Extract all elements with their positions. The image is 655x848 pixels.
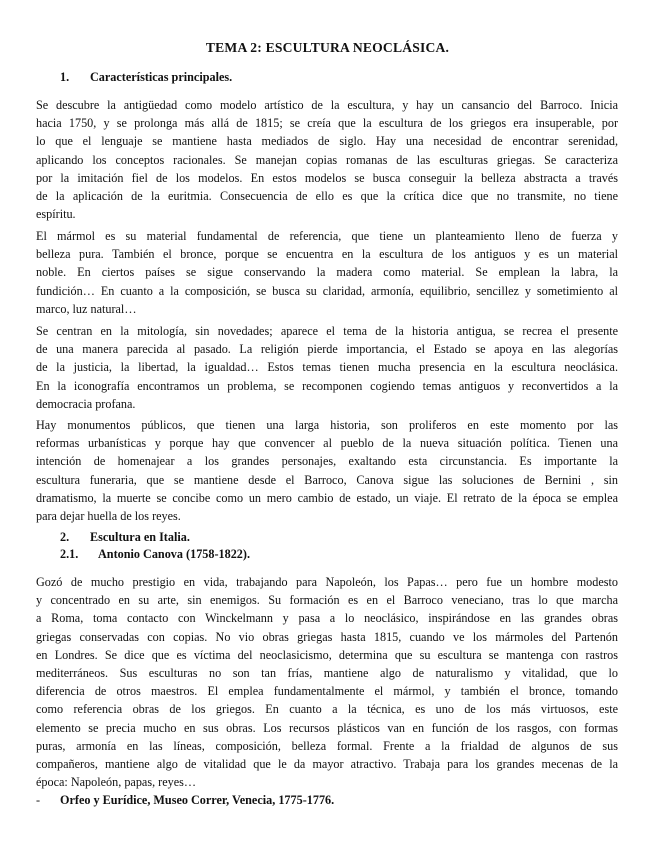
paragraph-materials [36, 227, 618, 318]
paragraph-line: El mármol es su material fundamental de referencia, que tiene un planteamiento lleno de fuerza y [36, 229, 618, 243]
paragraph-line: por la imitación fiel de los modelos. En estos modelos se busca conseguir la belleza abstracta a través [36, 170, 618, 185]
paragraph-line: marco, luz natural… [36, 301, 137, 316]
paragraph-monuments [36, 416, 618, 525]
paragraph-line: a Roma, toma contacto con Winckelmann y pasa a lo neoclásico, inspirándose en las grandes obras [36, 611, 618, 626]
paragraph-line: fundición… En cuanto a la composición, se busca su claridad, armonía, equilibrio, sencillez y sometimiento al [36, 283, 618, 298]
paragraph-themes [36, 322, 618, 413]
section-title: Antonio Canova (1758-1822). [98, 547, 251, 561]
paragraph-line: espíritu. [36, 207, 76, 222]
paragraph-intro [36, 96, 618, 223]
paragraph-line: intención de homenajear a los grandes personajes, exaltando esta circunstancia. Es importante la [36, 454, 618, 469]
paragraph-line: hacia 1750, y se prolonga más allá de 1815; se creía que la escultura de los griegos era insuperable, por [36, 116, 618, 131]
paragraph-line: diferencia de otros maestros. El emplea fundamentalmente el mármol, y también el bronce, tomando [36, 684, 618, 699]
paragraph-canova [36, 573, 618, 791]
paragraph-line: escultura funeraria, que se mantiene desde el Barroco, Canova sigue las soluciones de Bernini , sin [36, 472, 618, 487]
paragraph-line: puras, armonía en las líneas, composición, belleza formal. Frente a la frialdad de algunos de sus [36, 738, 618, 753]
paragraph-line: En la iconografía encontramos un problema, se recomponen cogiendo temas antiguos y reconvertidos a la [36, 378, 618, 393]
bullet-dash: - [36, 793, 41, 807]
paragraph-line: en Londres. Se dice que es víctima del neoclasicismo, determina que su escultura se mantenga con rastros [36, 647, 618, 662]
paragraph-line: Se centran en la mitología, sin novedades; aparece el tema de la historia antigua, se recrea el presente [36, 324, 618, 338]
paragraph-line: mediterráneos. Sus esculturas no son tan frías, mantiene algo de naturalismo y vitalidad, que lo [36, 665, 618, 680]
paragraph-line: griegas conservadas con copias. No vio obras griegas hasta 1815, cuando ve los mármoles del Partenón [36, 629, 618, 644]
paragraph-line: época: Napoleón, papas, reyes… [36, 775, 197, 790]
paragraph-line: belleza pura. También el bronce, porque se encuentra en la escultura de los antiguos y es un material [36, 247, 618, 262]
bullet-item-orfeo [36, 793, 334, 808]
paragraph-line: de la aplicación de la euritmia. Consecuencia de ello es que la crítica dice que no transmite, no tiene [36, 188, 618, 203]
paragraph-line: para dejar huella de los reyes. [36, 508, 181, 523]
section-heading-2 [60, 530, 190, 545]
paragraph-line: dramatismo, la muerte se concibe como un mero cambio de estado, un viaje. El retrato de la época se emplea [36, 490, 618, 505]
section-number: 2.1. [60, 547, 79, 561]
section-number: 1. [60, 70, 70, 84]
section-heading-2-1 [60, 547, 250, 562]
paragraph-line: Se descubre la antigüedad como modelo artístico de la escultura, y hay un cansancio del Barroco. Inicia [36, 98, 618, 112]
paragraph-line: noble. En ciertos países se sigue conservando la madera como material. Se emplean la labra, la [36, 265, 618, 280]
paragraph-line: como referencia obras de los griegos. En cuanto a la técnica, es uno de los más virtuosos, este [36, 702, 618, 717]
paragraph-line: reformas urbanísticas y porque hay que convencer al pueblo de la nueva situación política. Tienen una [36, 436, 618, 451]
paragraph-line: compañeros, mantiene algo de vitalidad que le da mayor atractivo. Trabaja para los grandes mecenas de la [36, 756, 618, 771]
paragraph-line: democracia profana. [36, 396, 136, 411]
paragraph-line: lo que el lenguaje se mantiene hasta mediados de siglo. Hay una necesidad de encontrar serenidad, [36, 134, 618, 149]
paragraph-line: de una manera parecida al pasado. La religión pierde importancia, el Estado se apoya en las alegorías [36, 342, 618, 357]
paragraph-line: Gozó de mucho prestigio en vida, trabajando para Napoleón, los Papas… pero fue un hombre modesto [36, 575, 618, 589]
document-title: TEMA 2: ESCULTURA NEOCLÁSICA. [205, 40, 450, 55]
paragraph-line: y concentrado en su arte, sin enemigos. Su formación es en el Barroco veneciano, tras lo que marcha [36, 593, 618, 608]
paragraph-line: elemento se precia mucho en sus obras. Los recursos plásticos van en función de los rasgos, con formas [36, 720, 618, 735]
paragraph-line: Hay monumentos públicos, que tienen una larga historia, son proliferos en este momento por las [36, 418, 618, 432]
paragraph-line: de la justicia, la libertad, la igualdad… Estos temas tienen mucha presencia en la escultura neoclásica. [36, 360, 618, 375]
section-title: Escultura en Italia. [90, 530, 190, 544]
section-heading-1 [60, 70, 232, 85]
paragraph-line: aplicando los conceptos racionales. Se manejan copias romanas de las esculturas griegas. Se caracteriza [36, 152, 618, 167]
section-number: 2. [60, 530, 70, 544]
section-title: Características principales. [90, 70, 233, 84]
bullet-text: Orfeo y Eurídice, Museo Correr, Venecia, 1775-1776. [60, 793, 335, 807]
